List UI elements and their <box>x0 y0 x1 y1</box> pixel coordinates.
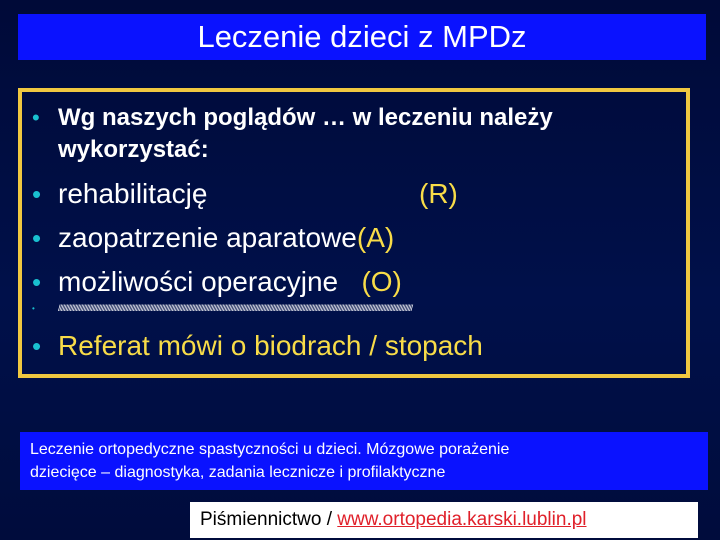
list-item <box>32 222 394 254</box>
slash-separator: //////////////////////////////////////////////////////////////////////////////////////////////////////////////////////////////////////////////////////////////////////////////////////////////////////////////////////////////////////////// <box>58 303 413 313</box>
bullet-icon: • <box>32 267 42 297</box>
list-item <box>32 178 458 210</box>
list-item <box>32 102 658 166</box>
separator-item <box>32 303 688 313</box>
item-code: (R) <box>419 178 458 209</box>
item-text: możliwości operacyjne <box>58 266 362 297</box>
literature-box <box>190 502 698 538</box>
list-item <box>32 330 483 362</box>
bullet-icon: • <box>32 179 42 209</box>
item-text: zaopatrzenie aparatowe <box>58 222 357 253</box>
slide-title: Leczenie dzieci z MPDz <box>197 19 527 54</box>
item-text: Referat mówi o biodrach / stopach <box>58 330 483 361</box>
reference-line-1: Leczenie ortopedyczne spastyczności u dzieci. Mózgowe porażenie <box>30 441 510 458</box>
bullet-icon: • <box>32 331 42 361</box>
content-frame <box>18 88 690 378</box>
reference-box <box>20 432 708 490</box>
literature-label: Piśmiennictwo / <box>200 509 338 530</box>
item-text: Wg naszych poglądów … w leczeniu należy wykorzystać: <box>58 104 553 163</box>
item-code: (A) <box>356 222 395 253</box>
bullet-icon: • <box>32 223 42 253</box>
list-item <box>32 266 402 298</box>
bullet-icon: • <box>32 304 35 313</box>
item-code: (O) <box>361 266 402 297</box>
bullet-icon: • <box>32 105 40 130</box>
item-text: rehabilitację <box>58 178 208 209</box>
literature-link[interactable]: www.ortopedia.karski.lublin.pl <box>337 509 587 530</box>
title-bar <box>18 14 706 60</box>
reference-line-2: dziecięce – diagnostyka, zadania lecznicze i profilaktyczne <box>30 464 446 481</box>
